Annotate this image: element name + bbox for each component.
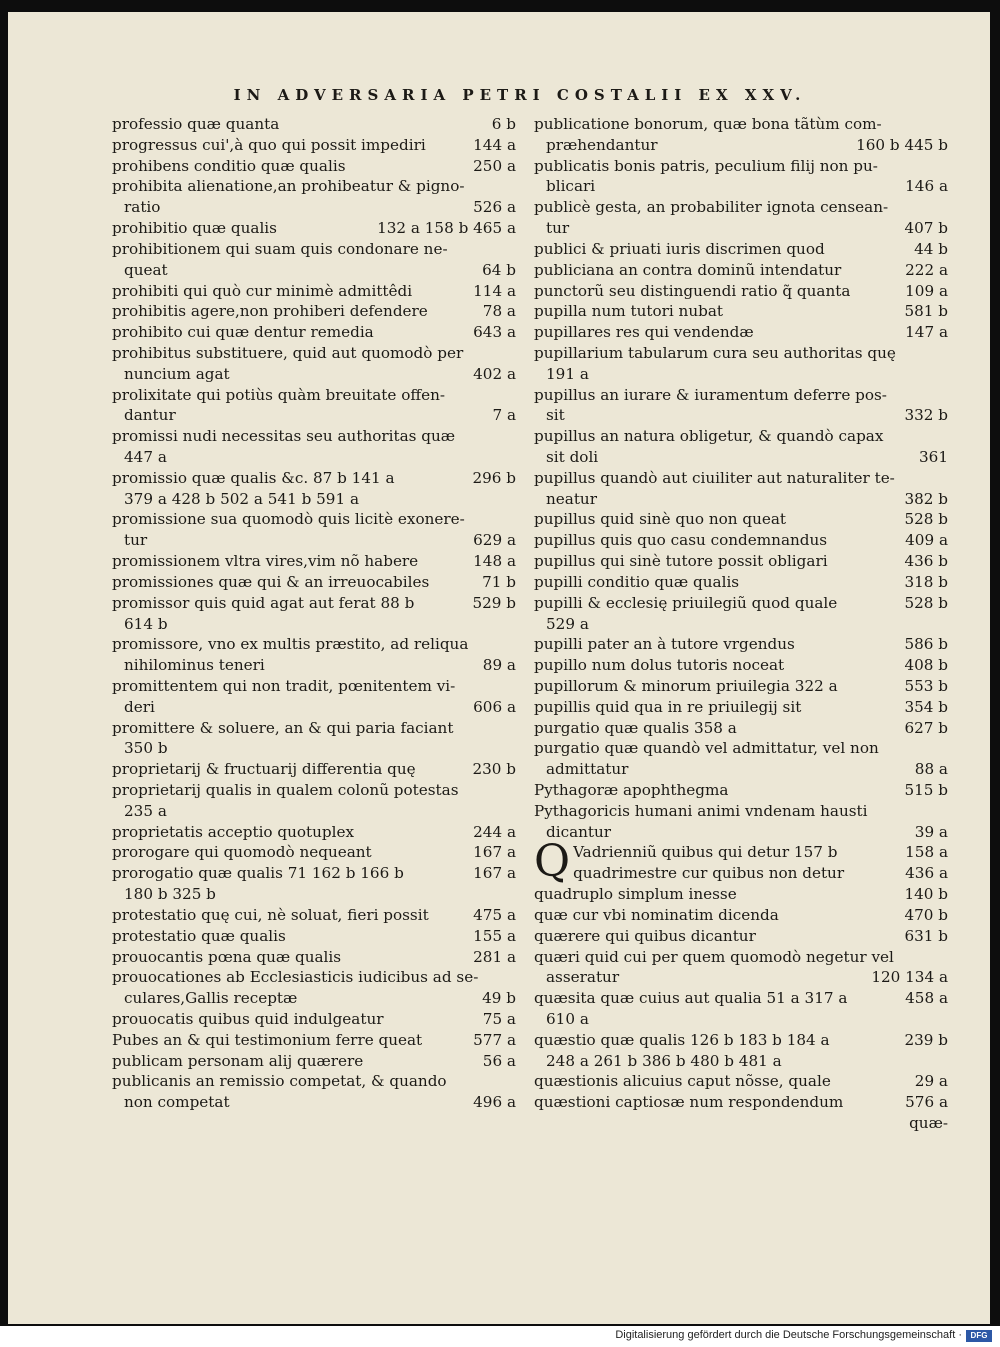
entry-text: quadrimestre cur quibus non detur [573,864,845,883]
entry-page-ref: 361 [919,448,948,466]
running-head: IN ADVERSARIA PETRI COSTALII EX XXV. [233,86,807,104]
entry-text: 610 a [546,1009,589,1028]
entry-page-ref: 239 b [904,1030,948,1049]
index-entry [112,322,516,343]
entry-text: prouocatis quibus quid indulgeatur [112,1009,384,1028]
entry-text: dicantur [546,822,612,841]
entry-text: culares,Gallis receptæ [124,989,298,1008]
entry-text: publicatione bonorum, quæ bona tãtùm com- [534,115,882,133]
index-entry [534,468,948,510]
entry-text: 235 a [124,801,167,820]
entry-page-ref: 515 b [904,781,948,799]
entry-page-ref: 354 b [904,697,948,716]
entry-page-ref: 114 a [473,281,516,300]
entry-page-ref: 29 a [914,1072,948,1091]
entry-page-ref: 382 b [904,489,948,508]
entry-text: prorogare qui quomodò nequeant [112,843,372,862]
index-entry [534,530,948,551]
entry-page-ref: 222 a [905,260,948,279]
entry-page-ref: 436 a [905,864,948,883]
entry-text: Pythagoræ apophthegma [534,781,729,799]
entry-page-ref [942,801,948,822]
entry-text: prouocationes ab Ecclesiasticis iudicibus ad se- [112,968,479,987]
entry-text: pupillus qui sinè tutore possit obligari [534,552,828,571]
entry-page-ref [510,509,516,530]
entry-text: purgatio quæ quandò vel admittatur, vel non [534,739,879,758]
entry-text: proprietarij qualis in qualem colonũ potestas [112,781,459,799]
entry-page-ref: 409 a [905,531,948,550]
index-entry [534,1092,948,1113]
entry-text: pupilli conditio quæ qualis [534,572,740,591]
entry-text: Pubes an & qui testimonium ferre queat [112,1030,423,1049]
entry-text: queat [124,260,168,279]
index-entry [534,426,948,468]
index-entry [534,926,948,947]
index-entry [534,738,948,780]
entry-page-ref: 167 a [473,843,516,862]
entry-page-ref: 250 a [473,156,516,175]
index-entry [112,426,516,468]
index-entry [112,156,516,177]
entry-page-ref: 75 a [482,1009,516,1028]
entry-page-ref [942,1051,948,1072]
entry-text: quæstioni captiosæ num respondendum [534,1093,844,1112]
entry-page-ref: 6 b [491,115,516,133]
entry-page-ref [942,468,948,489]
entry-text: pupillus quid sinè quo non queat [534,510,787,529]
dfg-logo: DFG [966,1330,992,1342]
drop-cap-initial: Q [534,836,571,888]
entry-page-ref: 56 a [482,1051,516,1070]
entry-page-ref: 627 b [904,718,948,737]
entry-text: publicè gesta, an probabiliter ignota censean- [534,198,889,217]
entry-text: dantur [124,406,176,425]
entry-text: prohibita alienatione,an prohibeatur & pigno- [112,177,465,196]
entry-page-ref: 436 b [904,552,948,571]
entry-page-ref: 606 a [473,697,516,716]
entry-page-ref [942,114,948,135]
entry-page-ref [510,614,516,635]
index-entry [112,135,516,156]
index-entry [112,1051,516,1072]
entry-page-ref: 629 a [473,531,516,550]
entry-page-ref: 318 b [904,572,948,591]
entry-page-ref [510,343,516,364]
entry-text: prolixitate qui potiùs quàm breuitate offen- [112,385,446,404]
entry-text: quærere qui quibus dicantur [534,926,756,945]
entry-page-ref: 64 b [482,260,516,279]
index-entry [112,634,516,676]
entry-page-ref [942,197,948,218]
entry-text: non competat [124,1093,230,1112]
entry-page-ref: 475 a [473,905,516,924]
index-entry [112,1071,516,1113]
index-entry [534,947,948,989]
entry-page-ref: 146 a [905,177,948,196]
entry-text: promissore, vno ex multis præstito, ad reliqua [112,635,469,654]
entry-text: pupillarium tabularum cura seu authoritas quę [534,343,896,362]
entry-page-ref: 109 a [905,281,948,300]
entry-text: sit doli [546,448,599,466]
index-column-left [112,114,516,1113]
index-entry [112,905,516,926]
entry-page-ref [510,1071,516,1092]
entry-text: pupillus an iurare & iuramentum deferre pos- [534,385,887,404]
entry-text: quæstio quæ qualis 126 b 183 b 184 a [534,1030,830,1049]
entry-page-ref [510,239,516,260]
entry-text: nuncium agat [124,364,230,383]
entry-page-ref [510,426,516,447]
index-entry [112,947,516,968]
entry-page-ref: 529 b [472,593,516,612]
entry-page-ref: 631 b [904,926,948,945]
entry-page-ref [510,385,516,406]
entry-page-ref: 88 a [914,760,948,779]
index-entry [112,759,516,780]
entry-page-ref: 244 a [473,822,516,841]
index-entry [534,801,948,843]
index-entry [112,468,516,510]
entry-text: deri [124,697,155,716]
entry-text: quæ cur vbi nominatim dicenda [534,905,779,924]
entry-page-ref: 526 a [473,198,516,217]
footer-credit: Digitalisierung gefördert durch die Deutsche Forschungsgemeinschaft · [615,1329,962,1341]
entry-page-ref: 155 a [473,926,516,945]
entry-page-ref [942,614,948,635]
index-entry [534,385,948,427]
index-entry [112,509,516,551]
entry-text: prohibiti qui quò cur minimè admittêdi [112,281,413,300]
entry-text: publici & priuati iuris discrimen quod [534,239,825,258]
entry-text: blicari [546,177,596,196]
entry-text: 614 b [124,614,168,633]
entry-text: præhendantur [546,135,658,154]
entry-page-ref: 39 a [914,822,948,841]
entry-text: sit [546,406,565,425]
entry-text: protestatio quæ qualis [112,926,286,945]
index-entry [534,836,948,888]
entry-text: 180 b 325 b [124,885,216,904]
index-entry [112,343,516,385]
index-entry [534,988,948,1030]
entry-text: prorogatio quæ qualis 71 162 b 166 b [112,864,404,883]
entry-text: pupillis quid qua in re priuilegij sit [534,697,802,716]
index-entry [534,634,948,655]
entry-page-ref: 89 a [482,656,516,675]
entry-text: promittentem qui non tradit, pœnitentem vi- [112,676,456,695]
entry-text: publicanis an remissio competat, & quando [112,1072,447,1091]
index-entry [112,676,516,718]
entry-page-ref: 402 a [473,364,516,383]
entry-page-ref: 332 b [904,406,948,425]
index-entry [534,551,948,572]
index-entry [534,676,948,697]
entry-text: asseratur [546,968,620,987]
entry-text: promissiones quæ qui & an irreuocabiles [112,572,430,591]
entry-page-ref: 120 134 a [871,968,948,987]
entry-text: prohibitis agere,non prohiberi defendere [112,302,428,321]
entry-text: proprietarij & fructuarij differentia quę [112,760,416,779]
entry-text: professio quæ quanta [112,115,280,133]
entry-text: publiciana an contra dominũ intendatur [534,260,842,279]
index-entry [534,239,948,260]
entry-page-ref: 7 a [492,406,516,425]
entry-text: pupillus quis quo casu condemnandus [534,531,828,550]
index-entry [112,572,516,593]
entry-page-ref: 230 b [472,760,516,779]
entry-page-ref: 496 a [473,1093,516,1112]
entry-text: quæri quid cui per quem quomodò negetur vel [534,947,894,966]
index-entry [534,697,948,718]
entry-page-ref [942,426,948,447]
entry-page-ref [942,385,948,406]
index-entry [534,905,948,926]
entry-text: pupillus quandò aut ciuiliter aut naturaliter te- [534,468,895,487]
entry-text: pupilli pater an à tutore vrgendus [534,635,795,654]
entry-text: promissi nudi necessitas seu authoritas quæ [112,427,456,446]
index-entry [112,281,516,302]
entry-page-ref [942,156,948,177]
entry-page-ref: 44 b [914,239,948,258]
index-entry [112,863,516,905]
entry-text: quadruplo simplum inesse [534,885,737,904]
entry-text: prohibito cui quæ dentur remedia [112,323,374,342]
entry-text: nihilominus teneri [124,656,265,675]
entry-text: 447 a [124,448,167,466]
entry-page-ref: 148 a [473,552,516,571]
entry-text: pupillorum & minorum priuilegia 322 a [534,676,838,695]
index-entry [112,926,516,947]
entry-page-ref: 470 b [904,905,948,924]
index-entry [534,281,948,302]
entry-text: admittatur [546,760,629,779]
entry-page-ref: 296 b [472,468,516,487]
entry-page-ref [510,676,516,697]
entry-text: punctorũ seu distinguendi ratio q̃ quanta [534,281,851,300]
entry-text: progressus cui',à quo qui possit impediri [112,135,426,154]
index-entry [534,114,948,156]
index-entry [112,114,516,135]
index-entry [112,301,516,322]
entry-text: Vadrienniũ quibus qui detur 157 b [573,843,838,862]
entry-page-ref [510,780,516,801]
entry-page-ref [510,634,516,655]
entry-page-ref [510,489,516,510]
entry-page-ref [510,738,516,759]
entry-page-ref [510,447,516,468]
index-entry [112,1030,516,1051]
index-entry [112,176,516,218]
entry-page-ref: 49 b [482,989,516,1008]
index-entry [112,385,516,427]
index-entry [112,1009,516,1030]
entry-text: pupillo num dolus tutoris noceat [534,656,785,675]
index-entry [534,156,948,198]
entry-page-ref: 576 a [905,1093,948,1112]
entry-page-ref: 577 a [473,1030,516,1049]
entry-text: prohibitio quæ qualis [112,219,277,238]
entry-page-ref [942,343,948,364]
entry-text: pupilla num tutori nubat [534,302,723,321]
entry-text: protestatio quę cui, nè soluat, fieri possit [112,905,429,924]
entry-text: neatur [546,489,597,508]
entry-text: prouocantis pœna quæ qualis [112,947,342,966]
index-entry [112,718,516,760]
entry-page-ref: 586 b [904,635,948,654]
entry-text: promissio quæ qualis &c. 87 b 141 a [112,468,395,487]
entry-page-ref: 553 b [904,676,948,695]
entry-page-ref [942,738,948,759]
entry-text: purgatio quæ qualis 358 a [534,718,737,737]
entry-page-ref: 281 a [473,947,516,966]
entry-page-ref [510,884,516,905]
entry-page-ref [510,718,516,739]
entry-page-ref: 144 a [473,135,516,154]
entry-page-ref: 78 a [482,302,516,321]
entry-text: 350 b [124,739,168,758]
entry-page-ref: 160 b 445 b [856,135,948,154]
entry-text: 529 a [546,614,589,633]
entry-text: 379 a 428 b 502 a 541 b 591 a [124,489,359,508]
entry-text: quæsita quæ cuius aut qualia 51 a 317 a [534,989,848,1008]
entry-page-ref: 643 a [473,323,516,342]
index-column-right [534,114,948,1134]
entry-page-ref: 528 b [904,593,948,612]
index-entry [112,822,516,843]
entry-text: promissione sua quomodò quis licitè exonere- [112,510,465,529]
index-entry [534,572,948,593]
entry-text: ratio [124,198,161,217]
index-entry [112,218,516,239]
index-entry [112,967,516,1009]
index-entry [534,655,948,676]
entry-text: tur [546,219,570,238]
entry-text: pupilli & ecclesię priuilegiũ quod quale [534,593,838,612]
entry-text: tur [124,531,148,550]
entry-page-ref: 407 b [904,219,948,238]
entry-text: promittere & soluere, an & qui paria faciant [112,718,454,737]
entry-page-ref: 140 b [904,885,948,904]
entry-page-ref: 147 a [905,323,948,342]
entry-text: quæstionis alicuius caput nõsse, quale [534,1072,831,1091]
entry-text: promissor quis quid agat aut ferat 88 b [112,593,415,612]
entry-text: prohibitus substituere, quid aut quomodò per [112,343,464,362]
entry-page-ref: 458 a [905,989,948,1008]
entry-page-ref: 581 b [904,302,948,321]
entry-page-ref [942,364,948,385]
entry-text: promissionem vltra vires,vim nõ habere [112,552,419,571]
index-entry [112,551,516,572]
entry-page-ref: 158 a [905,843,948,862]
index-entry [534,884,948,905]
index-entry [534,718,948,739]
entry-text: prohibens conditio quæ qualis [112,156,346,175]
entry-page-ref: 167 a [473,864,516,883]
entry-text: prohibitionem qui suam quis condonare ne- [112,239,448,258]
index-entry [534,197,948,239]
index-entry [534,1030,948,1072]
index-entry [112,593,516,635]
index-entry [534,260,948,281]
entry-text: pupillares res qui vendendæ [534,323,754,342]
entry-text: Pythagoricis humani animi vndenam hausti [534,801,868,820]
entry-page-ref [510,176,516,197]
index-entry [534,322,948,343]
entry-page-ref [510,801,516,822]
entry-page-ref [942,1009,948,1030]
index-entry [534,593,948,635]
index-entry [112,239,516,281]
entry-page-ref: 408 b [904,656,948,675]
entry-text: pupillus an natura obligetur, & quandò capax [534,427,884,446]
index-entry [534,509,948,530]
index-entry [534,343,948,385]
entry-page-ref: 528 b [904,510,948,529]
entry-text: publicatis bonis patris, peculium filij non pu- [534,156,878,175]
entry-text: publicam personam alij quærere [112,1051,364,1070]
index-entry [112,842,516,863]
entry-text: 191 a [546,364,589,383]
catchword: quæ- [909,1114,948,1132]
entry-page-ref [942,947,948,968]
entry-text: proprietatis acceptio quotuplex [112,822,355,841]
index-entry [534,780,948,801]
entry-page-ref [510,967,516,988]
index-entry [534,301,948,322]
entry-page-ref: 71 b [482,572,516,591]
entry-page-ref: 132 a 158 b 465 a [377,219,516,238]
index-entry [112,780,516,822]
index-entry [534,1071,948,1092]
entry-text: 248 a 261 b 386 b 480 b 481 a [546,1051,782,1070]
